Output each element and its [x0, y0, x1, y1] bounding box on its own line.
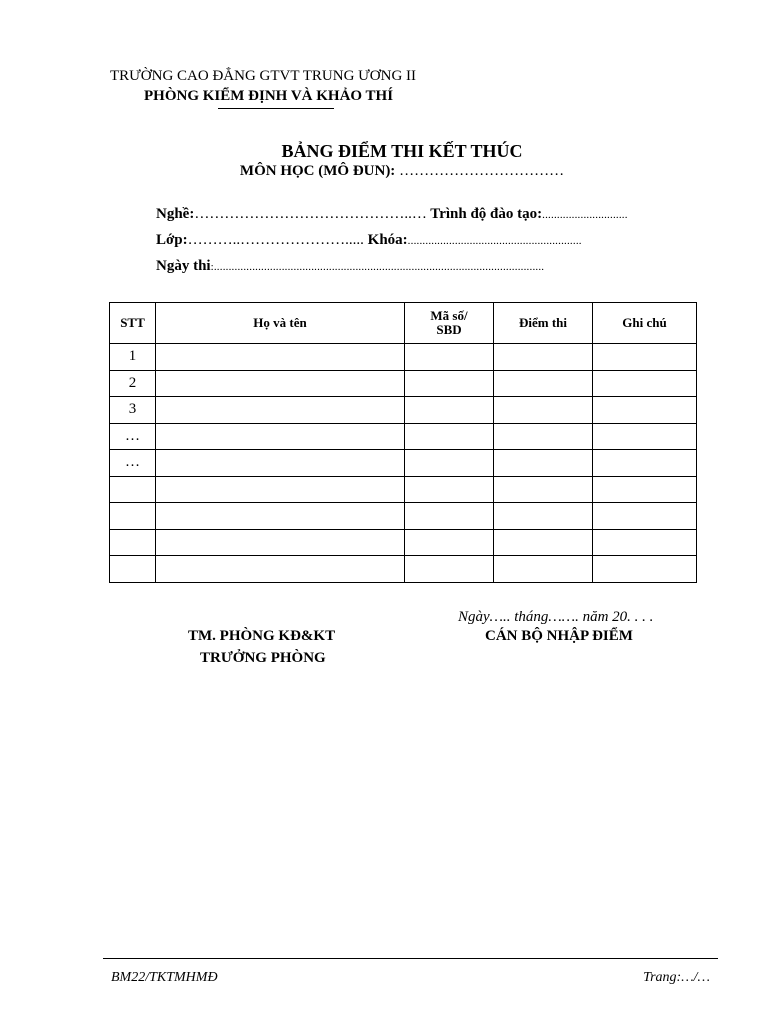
table-row [110, 450, 697, 477]
row-name-cell[interactable] [156, 529, 405, 556]
row-stt [110, 503, 156, 530]
row-stt: … [110, 423, 156, 450]
row-id-cell[interactable] [405, 556, 494, 583]
footer-divider [103, 958, 718, 959]
table-row [110, 370, 697, 397]
row-note-cell[interactable] [593, 344, 697, 371]
row-stt [110, 556, 156, 583]
row-note-cell[interactable] [593, 423, 697, 450]
row-score-cell[interactable] [494, 529, 593, 556]
row-id-cell[interactable] [405, 450, 494, 477]
row-name-cell[interactable] [156, 503, 405, 530]
row-name-cell[interactable] [156, 450, 405, 477]
table-row [110, 503, 697, 530]
row-stt: 2 [110, 370, 156, 397]
row-stt: 1 [110, 344, 156, 371]
page-number: Trang:…/… [643, 970, 710, 985]
khoa-label: Khóa: [363, 232, 408, 248]
row-id-cell[interactable] [405, 529, 494, 556]
row-stt: 3 [110, 397, 156, 424]
row-name-cell[interactable] [156, 476, 405, 503]
row-stt [110, 476, 156, 503]
row-note-cell[interactable] [593, 556, 697, 583]
row-note-cell[interactable] [593, 476, 697, 503]
row-score-cell[interactable] [494, 556, 593, 583]
signature-date: Ngày….. tháng……. năm 20. . . . [458, 609, 654, 625]
row-note-cell[interactable] [593, 450, 697, 477]
row-stt: … [110, 450, 156, 477]
row-id-cell[interactable] [405, 503, 494, 530]
row-note-cell[interactable] [593, 503, 697, 530]
subject-line [0, 163, 768, 180]
field-line-ngay-thi [156, 258, 544, 275]
row-score-cell[interactable] [494, 344, 593, 371]
department-underline [218, 108, 334, 109]
table-row [110, 397, 697, 424]
nghe-value: ……………………………………..… [194, 206, 427, 222]
row-id-cell[interactable] [405, 344, 494, 371]
table-row [110, 529, 697, 556]
row-score-cell[interactable] [494, 370, 593, 397]
row-note-cell[interactable] [593, 529, 697, 556]
signature-left-role: TRƯỞNG PHÒNG [200, 650, 326, 666]
subject-value: …………………………… [395, 163, 565, 179]
form-code: BM22/TKTMHMĐ [111, 970, 218, 985]
lop-label: Lớp: [156, 232, 188, 248]
header-id [405, 303, 494, 344]
grades-table [109, 302, 697, 583]
khoa-value: ........................................................... [407, 235, 582, 247]
row-note-cell[interactable] [593, 397, 697, 424]
signature-left-title: TM. PHÒNG KĐ&KT [188, 628, 336, 644]
header-name: Họ và tên [156, 303, 405, 344]
signature-right-title: CÁN BỘ NHẬP ĐIỂM [485, 628, 633, 644]
row-score-cell[interactable] [494, 450, 593, 477]
row-score-cell[interactable] [494, 476, 593, 503]
row-name-cell[interactable] [156, 344, 405, 371]
row-id-cell[interactable] [405, 370, 494, 397]
row-score-cell[interactable] [494, 397, 593, 424]
subject-label: MÔN HỌC (MÔ ĐUN): [239, 163, 396, 179]
row-name-cell[interactable] [156, 556, 405, 583]
header-id-line1: Mã số/ [430, 308, 468, 323]
row-name-cell[interactable] [156, 423, 405, 450]
row-score-cell[interactable] [494, 423, 593, 450]
table-header-row [110, 303, 697, 344]
document-title: BẢNG ĐIỂM THI KẾT THÚC [281, 141, 523, 161]
field-line-lop [156, 232, 582, 249]
row-stt [110, 529, 156, 556]
ngay-thi-label: Ngày thi [156, 258, 211, 274]
field-line-nghe [156, 206, 628, 223]
header-score: Điểm thi [494, 303, 593, 344]
row-name-cell[interactable] [156, 397, 405, 424]
table-row [110, 423, 697, 450]
nghe-label: Nghề: [156, 206, 195, 222]
table-row [110, 344, 697, 371]
row-score-cell[interactable] [494, 503, 593, 530]
row-note-cell[interactable] [593, 370, 697, 397]
row-id-cell[interactable] [405, 397, 494, 424]
row-id-cell[interactable] [405, 423, 494, 450]
row-id-cell[interactable] [405, 476, 494, 503]
ngay-thi-value: :................................................................................................................ [210, 261, 545, 273]
department-name: PHÒNG KIỂM ĐỊNH VÀ KHẢO THÍ [144, 88, 394, 104]
trinh-do-label: Trình độ đào tạo: [426, 206, 543, 222]
header-stt: STT [110, 303, 156, 344]
lop-value: ………..…………………..... [187, 232, 364, 248]
header-id-line2: SBD [436, 322, 462, 337]
header-note: Ghi chú [593, 303, 697, 344]
trinh-do-value: ............................. [542, 209, 628, 221]
table-row [110, 556, 697, 583]
table-row [110, 476, 697, 503]
row-name-cell[interactable] [156, 370, 405, 397]
school-name: TRƯỜNG CAO ĐẲNG GTVT TRUNG ƯƠNG II [110, 68, 417, 84]
